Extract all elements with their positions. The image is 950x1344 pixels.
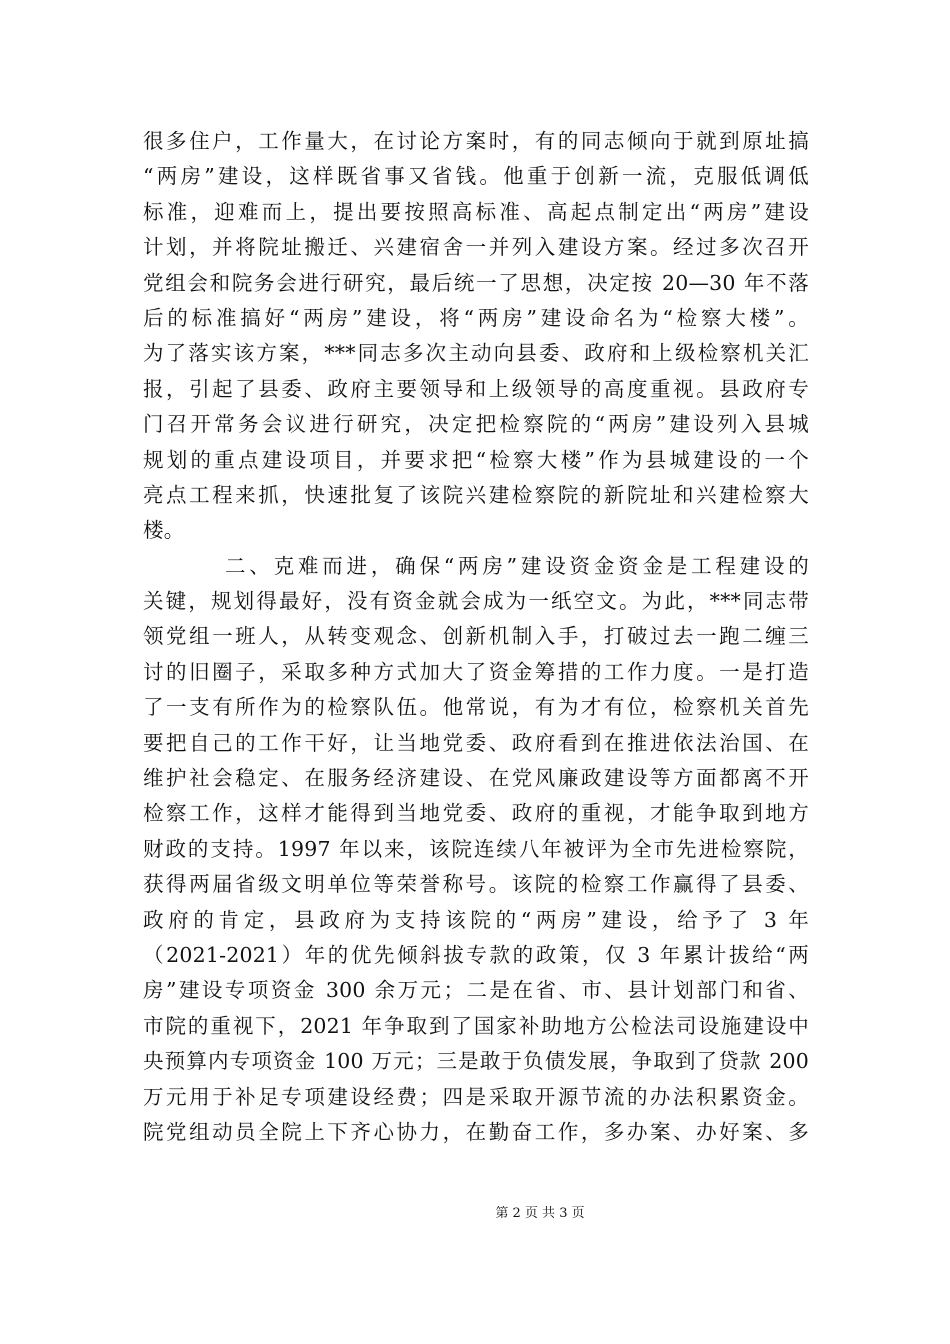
text-line: 楼。: [143, 518, 185, 543]
text-line: 后的标准搞好“两房”建设，将“两房”建设命名为“检察大楼”。: [143, 305, 809, 330]
text-line: 房”建设专项资金 300 余万元；二是在省、市、县计划部门和省、: [143, 978, 809, 1003]
text-line: 门召开常务会议进行研究，决定把检察院的“两房”建设列入县城: [143, 412, 809, 437]
text-line: 亮点工程来抓，快速批复了该院兴建检察院的新院址和兴建检察大: [143, 482, 809, 507]
section-heading-line: 二、克难而进，确保“两房”建设资金资金是工程建设的: [225, 553, 809, 578]
text-line: 万元用于补足专项建设经费；四是采取开源节流的办法积累资金。: [143, 1084, 809, 1109]
text-line: 为了落实该方案，***同志多次主动向县委、政府和上级检察机关汇: [143, 341, 809, 366]
text-line: 维护社会稳定、在服务经济建设、在党风廉政建设等方面都离不开: [143, 766, 809, 791]
text-line: 很多住户，工作量大，在讨论方案时，有的同志倾向于就到原址搞: [143, 129, 809, 153]
text-line: “两房”建设，这样既省事又省钱。他重于创新一流，克服低调低: [143, 164, 809, 189]
text-line: 党组会和院务会进行研究，最后统一了思想，决定按 20—30 年不落: [143, 270, 809, 295]
text-line: （2021-2021）年的优先倾斜拔专款的政策，仅 3 年累计拔给“两: [143, 942, 809, 967]
text-line: 计划，并将院址搬迁、兴建宿舍一并列入建设方案。经过多次召开: [143, 235, 809, 260]
paragraph-1: [143, 124, 809, 549]
text-line: 政府的肯定，县政府为支持该院的“两房”建设，给予了 3 年: [143, 907, 809, 932]
text-line: 报，引起了县委、政府主要领导和上级领导的高度重视。县政府专: [143, 376, 809, 401]
text-line: 关键，规划得最好，没有资金就会成为一纸空文。为此，***同志带: [143, 589, 809, 614]
page-number-footer: 第 2 页 共 3 页: [495, 1206, 585, 1221]
text-line: 规划的重点建设项目，并要求把“检察大楼”作为县城建设的一个: [143, 447, 809, 472]
document-body: [143, 124, 809, 1150]
text-line: 央预算内专项资金 100 万元；三是敢于负债发展，争取到了贷款 200: [143, 1049, 809, 1074]
text-line: 财政的支持。1997 年以来，该院连续八年被评为全市先进检察院，: [143, 836, 809, 861]
paragraph-2: [143, 549, 809, 1151]
text-line: 标准，迎难而上，提出要按照高标准、高起点制定出“两房”建设: [143, 199, 809, 224]
text-line: 领党组一班人，从转变观念、创新机制入手，打破过去一跑二缠三: [143, 624, 809, 649]
text-line: 了一支有所作为的检察队伍。他常说，有为才有位，检察机关首先: [143, 695, 809, 720]
text-line: 检察工作，这样才能得到当地党委、政府的重视，才能争取到地方: [143, 801, 809, 826]
text-line: 市院的重视下，2021 年争取到了国家补助地方公检法司设施建设中: [143, 1013, 809, 1038]
text-line: 院党组动员全院上下齐心协力，在勤奋工作，多办案、办好案、多: [143, 1119, 809, 1144]
text-line: 要把自己的工作干好，让当地党委、政府看到在推进依法治国、在: [143, 730, 809, 755]
text-line: 讨的旧圈子，采取多种方式加大了资金筹措的工作力度。一是打造: [143, 659, 809, 684]
text-line: 获得两届省级文明单位等荣誉称号。该院的检察工作赢得了县委、: [143, 872, 809, 897]
